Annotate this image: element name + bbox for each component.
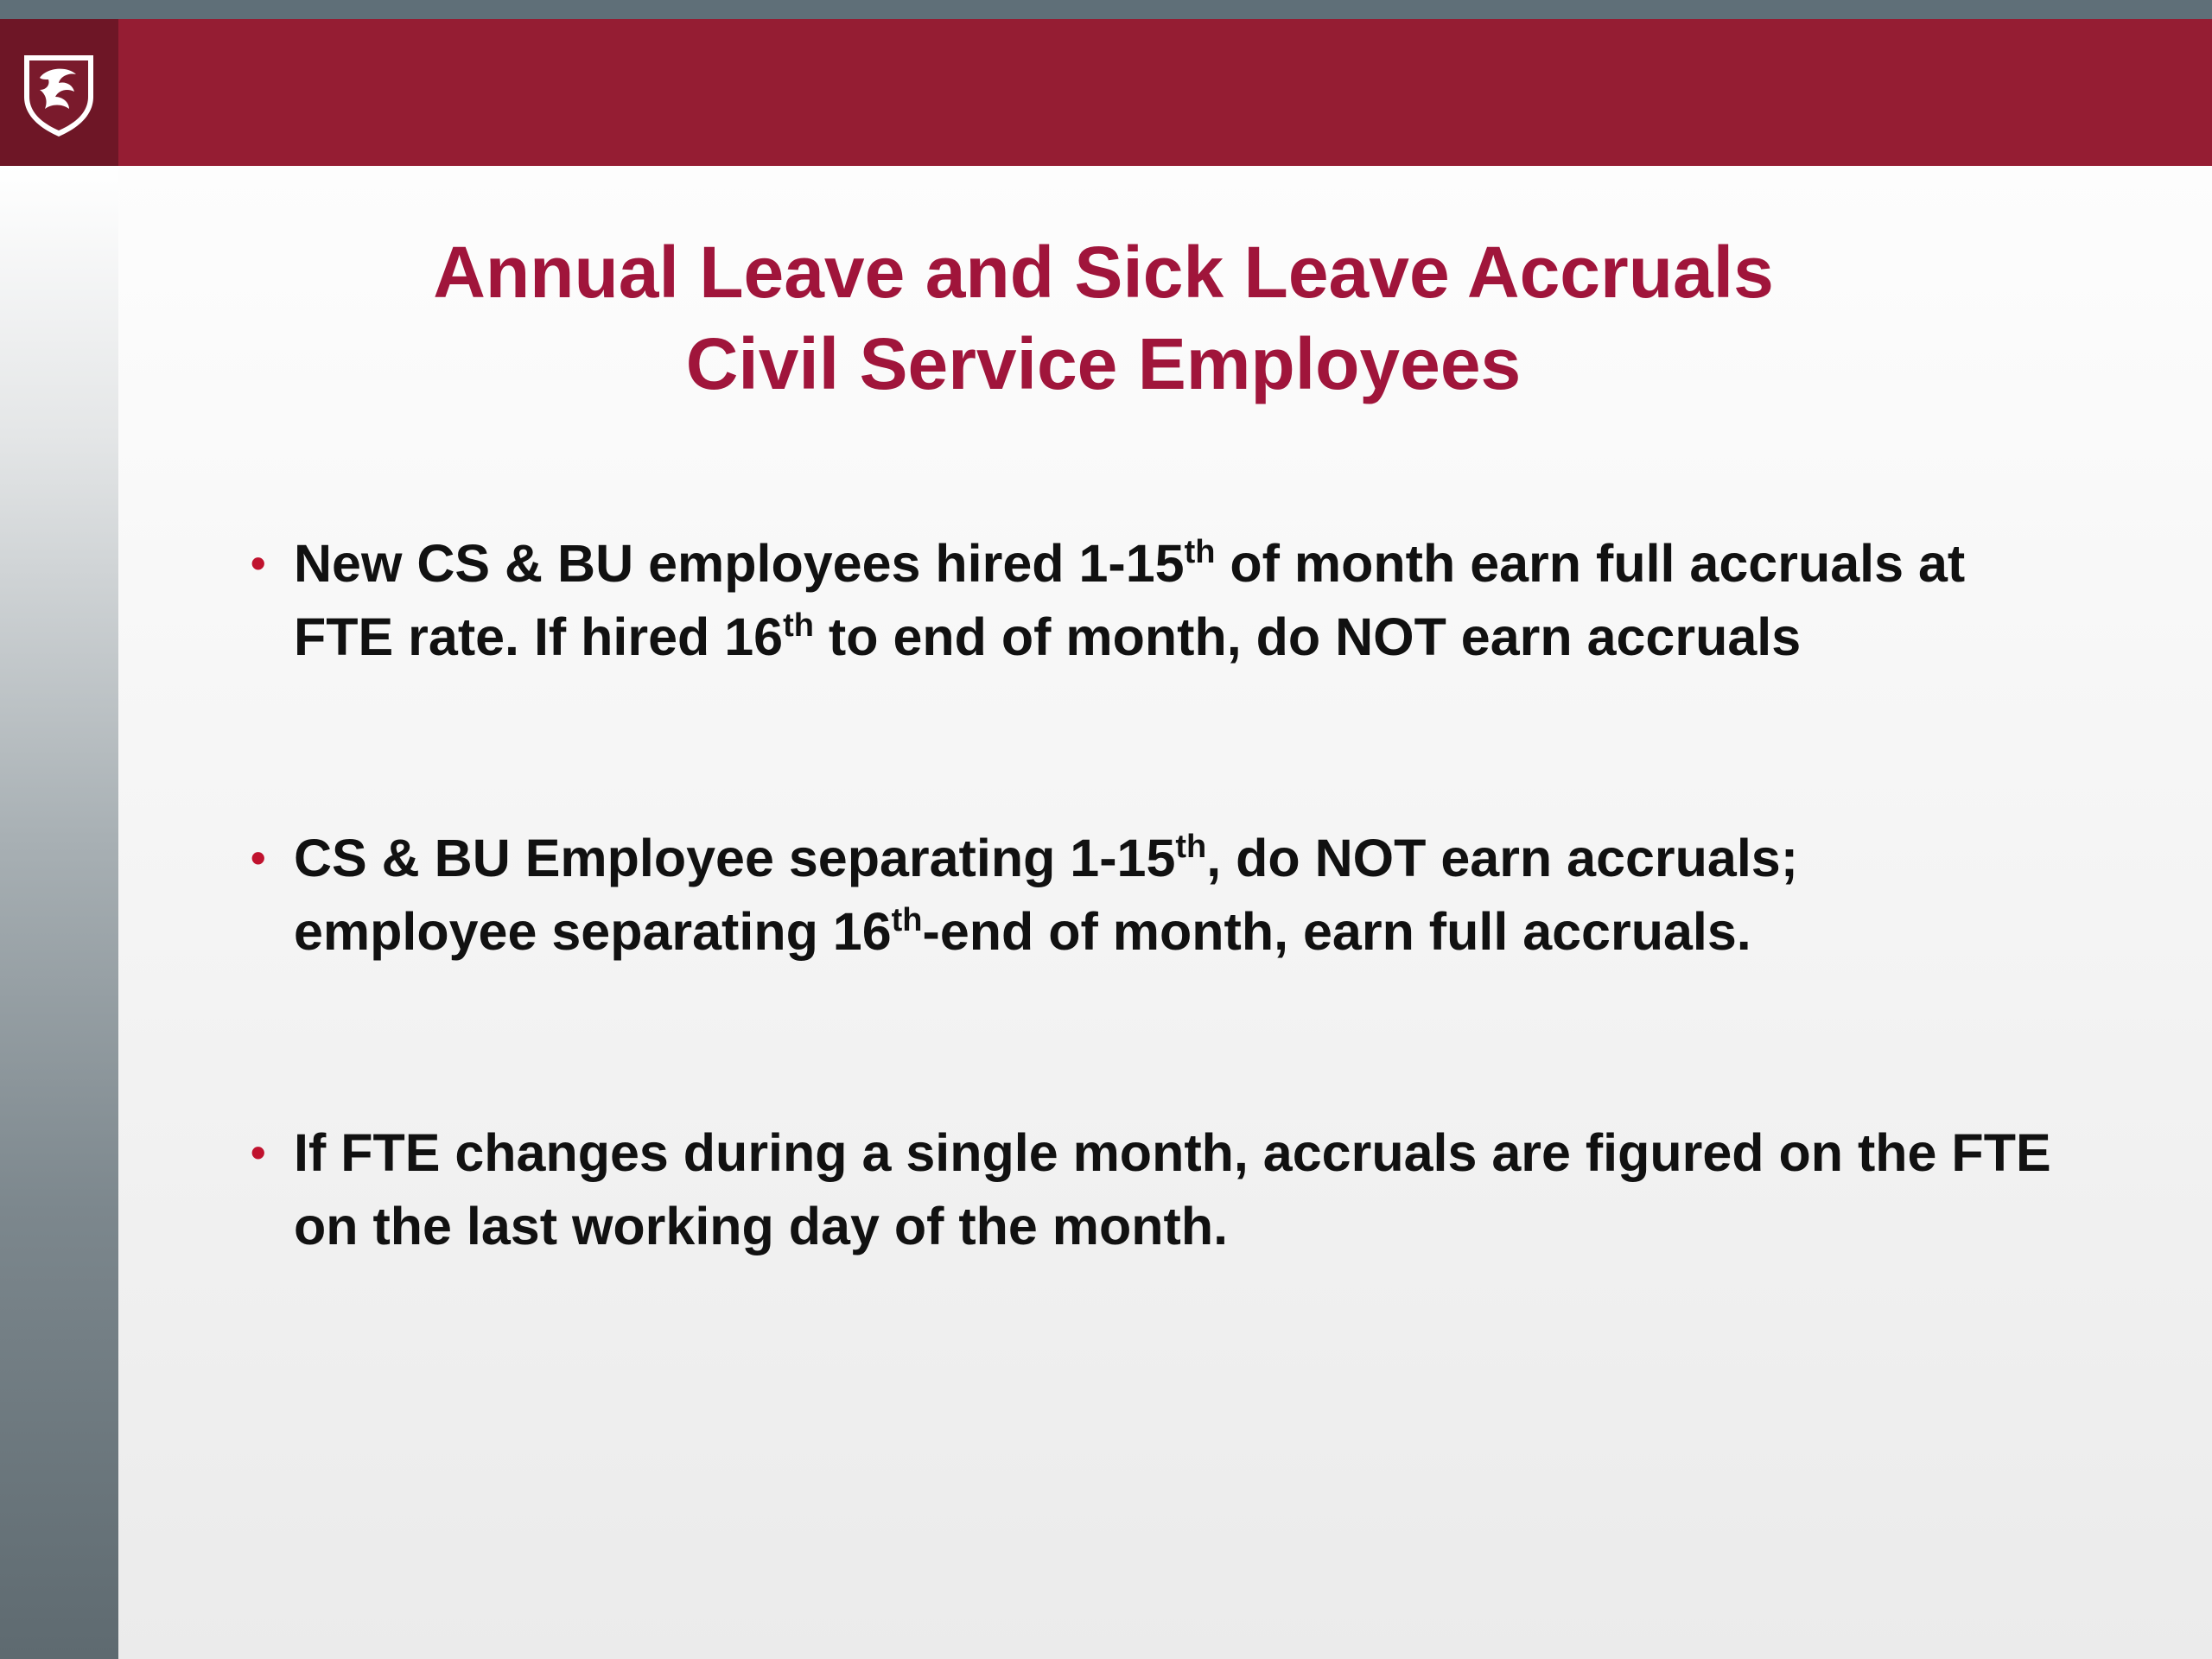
- side-bar: [0, 166, 118, 1659]
- slide-title: [118, 226, 2088, 410]
- bullet-list: [251, 527, 2082, 1411]
- bullet-item: [251, 822, 2082, 969]
- title-line-1: Annual Leave and Sick Leave Accruals: [433, 232, 1774, 313]
- title-line-2: Civil Service Employees: [685, 323, 1522, 404]
- wsu-cougar-shield-icon: [21, 52, 97, 138]
- bullet-line: CS & BU Employee separating 1-15th, do NOT earn accruals;: [294, 829, 1799, 887]
- bullet-line: FTE rate. If hired 16th to end of month, do NOT earn accruals: [294, 607, 1802, 666]
- bullet-line: employee separating 16th-end of month, earn full accruals.: [294, 902, 1751, 961]
- top-strip: [0, 0, 2212, 19]
- bullet-line: If FTE changes during a single month, accruals are figured on the FTE: [294, 1123, 2051, 1182]
- bullet-dot-icon: •: [251, 834, 266, 882]
- bullet-dot-icon: •: [251, 539, 266, 588]
- logo: [0, 19, 118, 166]
- bullet-item: [251, 527, 2082, 674]
- bullet-item: [251, 1116, 2082, 1263]
- header-banner: [118, 19, 2212, 166]
- bullet-line: on the last working day of the month.: [294, 1197, 1229, 1255]
- bullet-dot-icon: •: [251, 1128, 266, 1177]
- bullet-line: New CS & BU employees hired 1-15th of month earn full accruals at: [294, 534, 1966, 593]
